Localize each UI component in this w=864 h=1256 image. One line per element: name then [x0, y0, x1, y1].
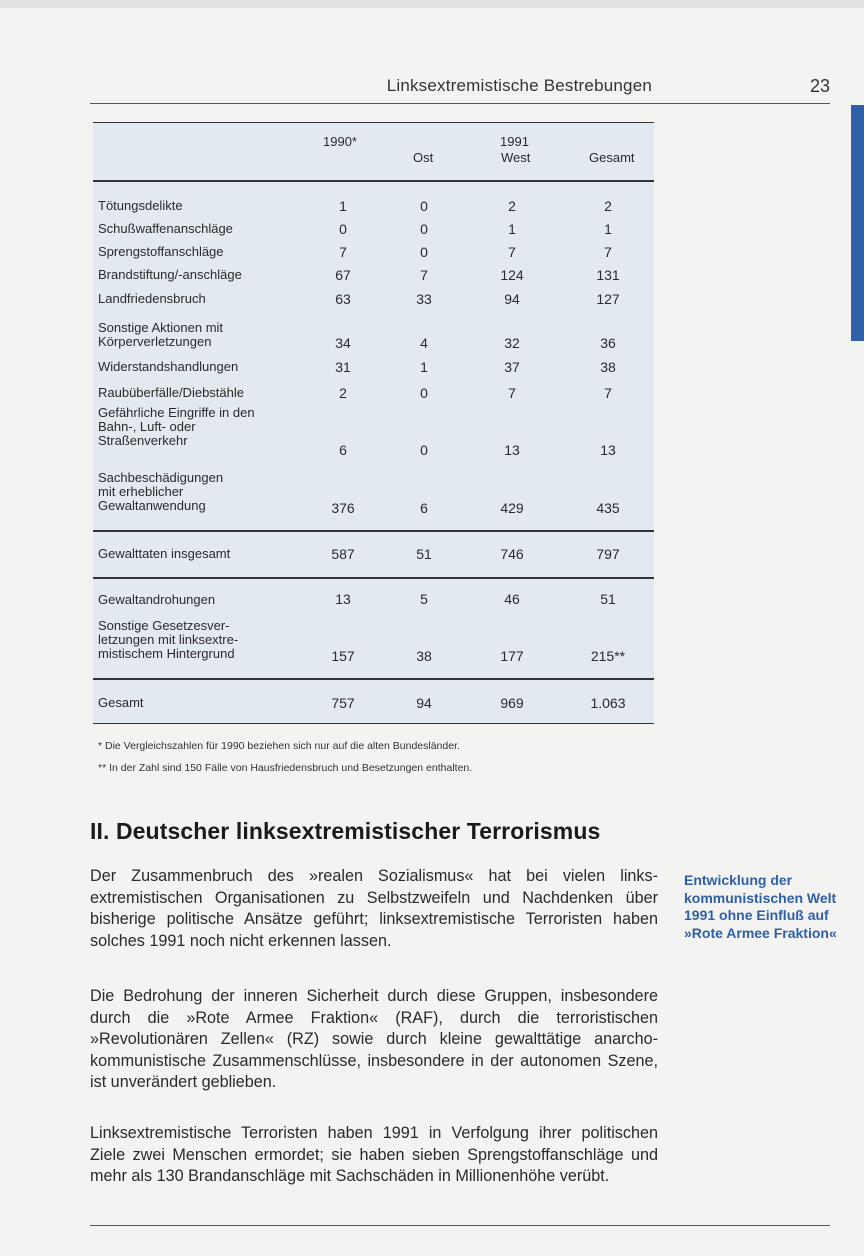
value-1990: 67	[335, 267, 351, 283]
value-gesamt: 1.063	[590, 695, 626, 711]
value-gesamt: 2	[604, 198, 612, 214]
value-west: 177	[500, 648, 524, 664]
value-gesamt: 7	[604, 385, 612, 401]
value-1990: 7	[339, 244, 347, 260]
value-ost: 0	[420, 385, 428, 401]
value-1990: 587	[331, 546, 355, 562]
value-ost: 0	[420, 442, 428, 458]
paragraph-1: Der Zusammenbruch des »realen Sozialismus« hat bei vielen links-extremistischen Organisationen zu Selbstzweifeln und Nachdenken über bisherige politische Ansätze geführt; linksextremistische Terroristen haben solches 1991 noch nicht erkennen lassen.	[90, 867, 658, 950]
value-1990: 1	[339, 198, 347, 214]
col-header-gesamt: Gesamt	[589, 150, 635, 165]
value-west: 7	[508, 385, 516, 401]
value-ost: 0	[420, 198, 428, 214]
value-1990: 34	[335, 335, 351, 351]
value-gesamt: 797	[596, 546, 620, 562]
value-gesamt: 1	[604, 221, 612, 237]
value-west: 2	[508, 198, 516, 214]
value-ost: 4	[420, 335, 428, 351]
value-ost: 0	[420, 221, 428, 237]
col-header-west: West	[501, 150, 531, 165]
row-label: Sonstige Gesetzesver- letzungen mit linksextre- mistischem Hintergrund	[98, 618, 239, 661]
footnote-1: * Die Vergleichszahlen für 1990 beziehen sich nur auf die alten Bundesländer.	[98, 740, 460, 752]
header-rule	[90, 103, 830, 104]
row-label: Gewaltandrohungen	[98, 592, 216, 607]
value-west: 1	[508, 221, 516, 237]
value-gesamt: 13	[600, 442, 616, 458]
table-rule-total	[93, 678, 654, 680]
row-label: Sprengstoffanschläge	[98, 244, 224, 259]
value-ost: 38	[416, 648, 432, 664]
page-number: 23	[809, 76, 830, 96]
col-header-1991: 1991	[500, 134, 529, 149]
value-west: 429	[500, 500, 524, 516]
value-ost: 0	[420, 244, 428, 260]
value-west: 7	[508, 244, 516, 260]
table-rule-subtotal	[93, 530, 654, 532]
value-ost: 51	[416, 546, 432, 562]
statistics-table	[93, 122, 654, 724]
row-label: Gefährliche Eingriffe in den Bahn-, Luft- oder Straßenverkehr	[98, 405, 255, 448]
table-bottom-rule	[93, 723, 654, 724]
value-gesamt: 127	[596, 291, 620, 307]
table-header-rule	[93, 180, 654, 182]
value-gesamt: 38	[600, 359, 616, 375]
col-header-1990: 1990*	[323, 134, 357, 149]
value-west: 969	[500, 695, 524, 711]
running-head	[90, 76, 830, 100]
value-1990: 13	[335, 591, 351, 607]
value-ost: 5	[420, 591, 428, 607]
value-gesamt: 131	[596, 267, 620, 283]
value-ost: 1	[420, 359, 428, 375]
value-1990: 157	[331, 648, 355, 664]
value-1990: 0	[339, 221, 347, 237]
value-ost: 6	[420, 500, 428, 516]
running-head-title: Linksextremistische Bestrebungen	[386, 76, 652, 95]
row-label: Raubüberfälle/Diebstähle	[98, 385, 244, 400]
value-west: 46	[504, 591, 520, 607]
top-scan-band	[0, 0, 864, 8]
value-west: 746	[500, 546, 524, 562]
value-gesamt: 36	[600, 335, 616, 351]
row-label: Sachbeschädigungen mit erheblicher Gewaltanwendung	[98, 470, 224, 513]
paragraph-3: Linksextremistische Terroristen haben 1991 in Verfolgung ihrer politischen Ziele zwei Menschen ermordet; sie haben sieben Sprengstoffanschläge und mehr als 130 Brandanschläge mit Sachschäden in Millionenhöhe verübt.	[90, 1124, 658, 1185]
bottom-rule	[90, 1225, 830, 1226]
row-label: Schußwaffenanschläge	[98, 221, 233, 236]
value-west: 13	[504, 442, 520, 458]
value-gesamt: 7	[604, 244, 612, 260]
value-west: 124	[500, 267, 524, 283]
value-1990: 31	[335, 359, 351, 375]
value-1990: 757	[331, 695, 355, 711]
margin-note: Entwicklung der kommunistischen Welt 1991 ohne Einfluß auf »Rote Armee Fraktion«	[684, 872, 837, 941]
value-gesamt: 435	[596, 500, 620, 516]
row-label: Landfriedensbruch	[98, 291, 206, 306]
value-1990: 63	[335, 291, 351, 307]
row-label: Gesamt	[98, 695, 144, 710]
paragraph-2: Die Bedrohung der inneren Sicherheit durch diese Gruppen, insbesondere durch die »Rote Armee Fraktion« (RAF), durch die terroristischen »Revolutionären Zellen« (RZ) sowie durch kleine gewalttätige anarcho-kommunistische Zusammenschlüsse, insbesondere in der autonomen Szene, ist unverändert geblieben.	[90, 987, 658, 1091]
section-heading: II. Deutscher linksextremistischer Terrorismus	[90, 818, 601, 844]
footnote-2: ** In der Zahl sind 150 Fälle von Hausfriedensbruch und Besetzungen enthalten.	[98, 762, 473, 774]
value-gesamt: 215**	[590, 648, 626, 664]
table-rule-other	[93, 577, 654, 579]
value-gesamt: 51	[600, 591, 616, 607]
row-label: Brandstiftung/-anschläge	[98, 267, 242, 282]
value-ost: 94	[416, 695, 432, 711]
value-west: 37	[504, 359, 520, 375]
value-ost: 33	[416, 291, 432, 307]
value-west: 32	[504, 335, 520, 351]
col-header-ost: Ost	[413, 150, 434, 165]
value-ost: 7	[420, 267, 428, 283]
table-top-rule	[93, 122, 654, 123]
chapter-tab-marker	[851, 105, 864, 341]
row-label: Sonstige Aktionen mit Körperverletzungen	[98, 320, 224, 349]
value-1990: 6	[339, 442, 347, 458]
row-label: Tötungsdelikte	[98, 198, 183, 213]
value-west: 94	[504, 291, 520, 307]
value-1990: 2	[339, 385, 347, 401]
value-1990: 376	[331, 500, 355, 516]
row-label: Widerstandshandlungen	[98, 359, 239, 374]
row-label: Gewalttaten insgesamt	[98, 546, 231, 561]
